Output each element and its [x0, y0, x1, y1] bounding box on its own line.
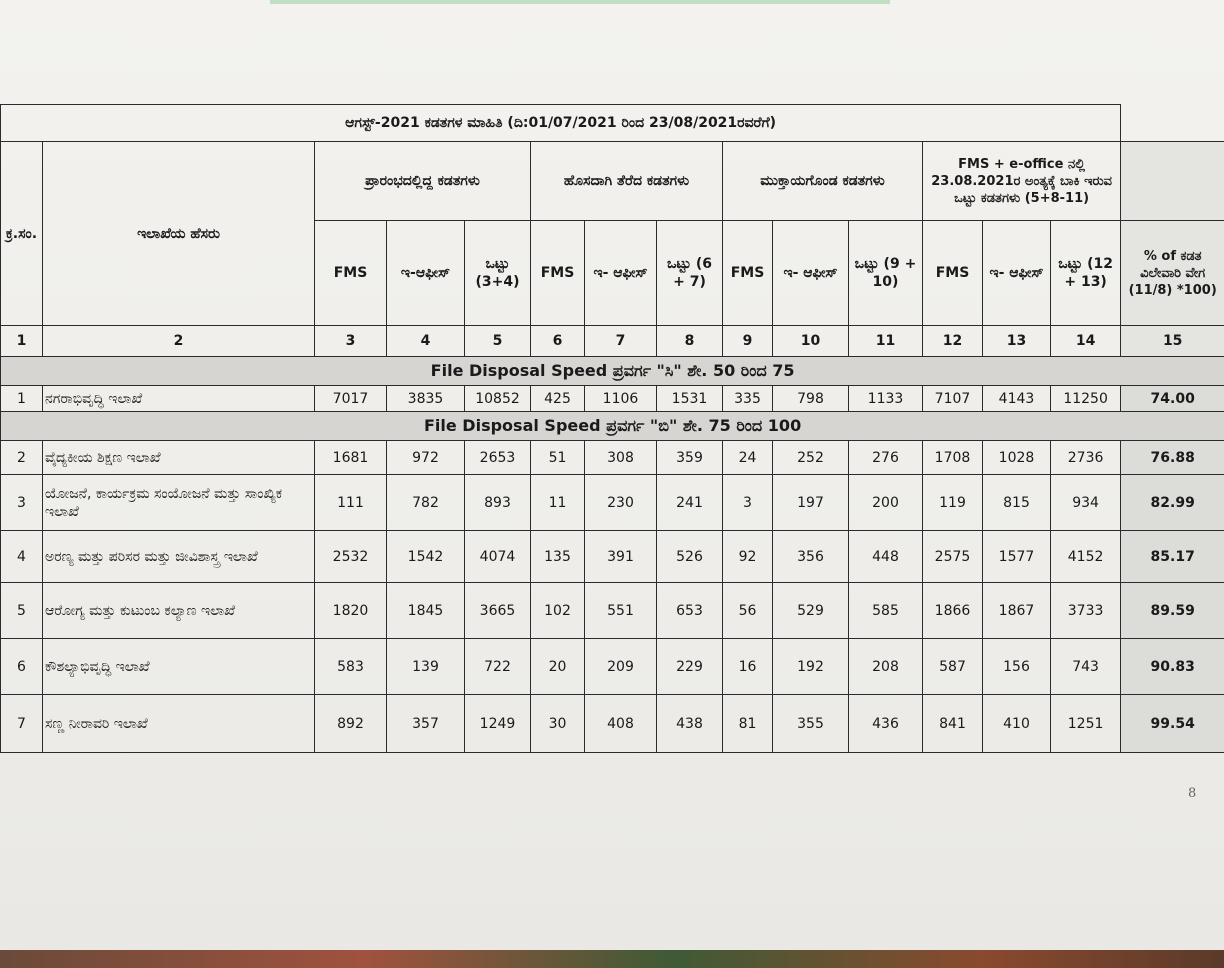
row-value: 4143: [983, 386, 1051, 412]
row-value: 4152: [1051, 531, 1121, 583]
row-value: 1708: [923, 441, 983, 475]
group-closed: ಮುಕ್ತಾಯಗೊಂಡ ಕಡತಗಳು: [723, 142, 923, 221]
pct-top-spacer: [1121, 142, 1224, 221]
table-row: [1, 639, 1224, 695]
col-num: 6: [531, 326, 585, 357]
row-pct: 89.59: [1121, 583, 1224, 639]
col-num: 13: [983, 326, 1051, 357]
row-value: 1577: [983, 531, 1051, 583]
header-pct-15: % of ಕಡತ ವಿಲೇವಾರಿ ವೇಗ (11/8) *100): [1121, 221, 1224, 326]
col-num: 2: [43, 326, 315, 357]
col-num: 3: [315, 326, 387, 357]
row-value: 81: [723, 695, 773, 753]
row-dept-name: ಆರೋಗ್ಯ ಮತ್ತು ಕುಟುಂಬ ಕಲ್ಯಾಣ ಇಲಾಖೆ: [43, 583, 315, 639]
row-value: 4074: [465, 531, 531, 583]
header-fms-9: FMS: [723, 221, 773, 326]
header-total-8: ಒಟ್ಟು (6 + 7): [657, 221, 723, 326]
row-value: 410: [983, 695, 1051, 753]
row-value: 743: [1051, 639, 1121, 695]
row-value: 209: [585, 639, 657, 695]
col-num: 15: [1121, 326, 1224, 357]
header-eoffice-13: ಇ- ಆಫೀಸ್: [983, 221, 1051, 326]
group-new: ಹೊಸದಾಗಿ ತೆರೆದ ಕಡತಗಳು: [531, 142, 723, 221]
row-value: 11: [531, 475, 585, 531]
row-value: 156: [983, 639, 1051, 695]
row-value: 24: [723, 441, 773, 475]
row-pct: 74.00: [1121, 386, 1224, 412]
row-value: 20: [531, 639, 585, 695]
row-pct: 99.54: [1121, 695, 1224, 753]
col-num: 1: [1, 326, 43, 357]
row-value: 1820: [315, 583, 387, 639]
row-pct: 85.17: [1121, 531, 1224, 583]
header-sl: ಕ್ರ.ಸಂ.: [1, 142, 43, 326]
row-dept-name: ನಗರಾಭಿವೃದ್ಧಿ ಇಲಾಖೆ: [43, 386, 315, 412]
row-sl: 6: [1, 639, 43, 695]
row-dept-name: ಕೌಶಲ್ಯಾಭಿವೃದ್ಧಿ ಇಲಾಖೆ: [43, 639, 315, 695]
row-value: 841: [923, 695, 983, 753]
table-row: [1, 695, 1224, 753]
row-value: 7107: [923, 386, 983, 412]
row-value: 1681: [315, 441, 387, 475]
row-value: 139: [387, 639, 465, 695]
row-pct: 76.88: [1121, 441, 1224, 475]
row-value: 230: [585, 475, 657, 531]
row-value: 2575: [923, 531, 983, 583]
header-total-11: ಒಟ್ಟು (9 + 10): [849, 221, 923, 326]
row-value: 252: [773, 441, 849, 475]
category-b-label: File Disposal Speed ಪ್ರವರ್ಗ "ಬಿ" ಶೇ. 75 ರಿಂದ 100: [1, 412, 1224, 441]
row-value: 1867: [983, 583, 1051, 639]
row-value: 815: [983, 475, 1051, 531]
table-row: [1, 531, 1224, 583]
row-value: 102: [531, 583, 585, 639]
col-num: 9: [723, 326, 773, 357]
row-value: 585: [849, 583, 923, 639]
row-value: 526: [657, 531, 723, 583]
group-opening: ಪ್ರಾರಂಭದಲ್ಲಿದ್ದ ಕಡತಗಳು: [315, 142, 531, 221]
row-value: 653: [657, 583, 723, 639]
row-value: 229: [657, 639, 723, 695]
row-sl: 4: [1, 531, 43, 583]
row-value: 722: [465, 639, 531, 695]
row-value: 3665: [465, 583, 531, 639]
col-num: 10: [773, 326, 849, 357]
row-dept-name: ಅರಣ್ಯ ಮತ್ತು ಪರಿಸರ ಮತ್ತು ಜೀವಿಶಾಸ್ತ್ರ ಇಲಾಖೆ: [43, 531, 315, 583]
row-value: 10852: [465, 386, 531, 412]
row-value: 335: [723, 386, 773, 412]
row-value: 2736: [1051, 441, 1121, 475]
row-sl: 7: [1, 695, 43, 753]
row-value: 7017: [315, 386, 387, 412]
row-value: 111: [315, 475, 387, 531]
col-num: 12: [923, 326, 983, 357]
header-dept: ಇಲಾಖೆಯ ಹೆಸರು: [43, 142, 315, 326]
table-row: [1, 441, 1224, 475]
table-row: [1, 475, 1224, 531]
row-sl: 5: [1, 583, 43, 639]
category-row-c: [1, 357, 1224, 386]
row-value: 551: [585, 583, 657, 639]
row-value: 1531: [657, 386, 723, 412]
header-total-14: ಒಟ್ಟು (12 + 13): [1051, 221, 1121, 326]
row-value: 1249: [465, 695, 531, 753]
row-value: 241: [657, 475, 723, 531]
header-total-5: ಒಟ್ಟು (3+4): [465, 221, 531, 326]
title-spacer: [1121, 105, 1224, 142]
row-value: 893: [465, 475, 531, 531]
row-value: 934: [1051, 475, 1121, 531]
row-value: 355: [773, 695, 849, 753]
row-sl: 1: [1, 386, 43, 412]
col-num: 11: [849, 326, 923, 357]
row-value: 1845: [387, 583, 465, 639]
table-row: [1, 583, 1224, 639]
row-value: 972: [387, 441, 465, 475]
header-eoffice-4: ಇ-ಆಫೀಸ್: [387, 221, 465, 326]
row-value: 583: [315, 639, 387, 695]
row-value: 2532: [315, 531, 387, 583]
row-value: 391: [585, 531, 657, 583]
row-value: 1133: [849, 386, 923, 412]
row-value: 436: [849, 695, 923, 753]
row-value: 1542: [387, 531, 465, 583]
col-num: 5: [465, 326, 531, 357]
group-header-row: [1, 142, 1224, 221]
column-number-row: [1, 326, 1224, 357]
top-edge-strip: [270, 0, 890, 4]
row-value: 197: [773, 475, 849, 531]
row-value: 356: [773, 531, 849, 583]
title-row: [1, 105, 1224, 142]
col-num: 14: [1051, 326, 1121, 357]
row-value: 529: [773, 583, 849, 639]
row-value: 208: [849, 639, 923, 695]
row-dept-name: ವೈದ್ಯಕೀಯ ಶಿಕ್ಷಣ ಇಲಾಖೆ: [43, 441, 315, 475]
row-value: 892: [315, 695, 387, 753]
row-value: 2653: [465, 441, 531, 475]
row-value: 3: [723, 475, 773, 531]
row-value: 1028: [983, 441, 1051, 475]
row-sl: 3: [1, 475, 43, 531]
row-value: 438: [657, 695, 723, 753]
category-row-b: [1, 412, 1224, 441]
row-value: 3733: [1051, 583, 1121, 639]
col-num: 4: [387, 326, 465, 357]
row-value: 448: [849, 531, 923, 583]
row-value: 92: [723, 531, 773, 583]
row-value: 1866: [923, 583, 983, 639]
row-value: 587: [923, 639, 983, 695]
header-fms-3: FMS: [315, 221, 387, 326]
row-value: 30: [531, 695, 585, 753]
row-value: 359: [657, 441, 723, 475]
row-dept-name: ಸಣ್ಣ ನೀರಾವರಿ ಇಲಾಖೆ: [43, 695, 315, 753]
row-value: 56: [723, 583, 773, 639]
table-title: ಆಗಸ್ಟ್-2021 ಕಡತಗಳ ಮಾಹಿತಿ (ದಿ:01/07/2021 ರಿಂದ 23/08/2021ರವರೆಗೆ): [1, 105, 1121, 142]
row-pct: 82.99: [1121, 475, 1224, 531]
row-sl: 2: [1, 441, 43, 475]
page-number: 8: [1188, 786, 1197, 801]
header-eoffice-10: ಇ- ಆಫೀಸ್: [773, 221, 849, 326]
col-num: 8: [657, 326, 723, 357]
row-value: 1251: [1051, 695, 1121, 753]
header-fms-6: FMS: [531, 221, 585, 326]
table-row: [1, 386, 1224, 412]
row-value: 192: [773, 639, 849, 695]
row-value: 276: [849, 441, 923, 475]
row-pct: 90.83: [1121, 639, 1224, 695]
row-value: 798: [773, 386, 849, 412]
row-dept-name: ಯೋಜನೆ, ಕಾರ್ಯಕ್ರಮ ಸಂಯೋಜನೆ ಮತ್ತು ಸಾಂಖ್ಯಿಕ ಇಲಾಖೆ: [43, 475, 315, 531]
row-value: 135: [531, 531, 585, 583]
row-value: 408: [585, 695, 657, 753]
row-value: 11250: [1051, 386, 1121, 412]
row-value: 51: [531, 441, 585, 475]
row-value: 782: [387, 475, 465, 531]
category-c-label: File Disposal Speed ಪ್ರವರ್ಗ "ಸಿ" ಶೇ. 50 ರಿಂದ 75: [1, 357, 1224, 386]
row-value: 200: [849, 475, 923, 531]
col-num: 7: [585, 326, 657, 357]
bottom-edge-strip: [0, 950, 1224, 968]
row-value: 16: [723, 639, 773, 695]
row-value: 1106: [585, 386, 657, 412]
file-report-table: [0, 104, 1224, 753]
header-fms-12: FMS: [923, 221, 983, 326]
group-pending: FMS + e-office ನಲ್ಲಿ 23.08.2021ರ ಅಂತ್ಯಕ್ಕೆ ಬಾಕಿ ಇರುವ ಒಟ್ಟು ಕಡತಗಳು (5+8-11): [923, 142, 1121, 221]
row-value: 3835: [387, 386, 465, 412]
row-value: 119: [923, 475, 983, 531]
row-value: 357: [387, 695, 465, 753]
row-value: 308: [585, 441, 657, 475]
row-value: 425: [531, 386, 585, 412]
header-eoffice-7: ಇ- ಆಫೀಸ್: [585, 221, 657, 326]
